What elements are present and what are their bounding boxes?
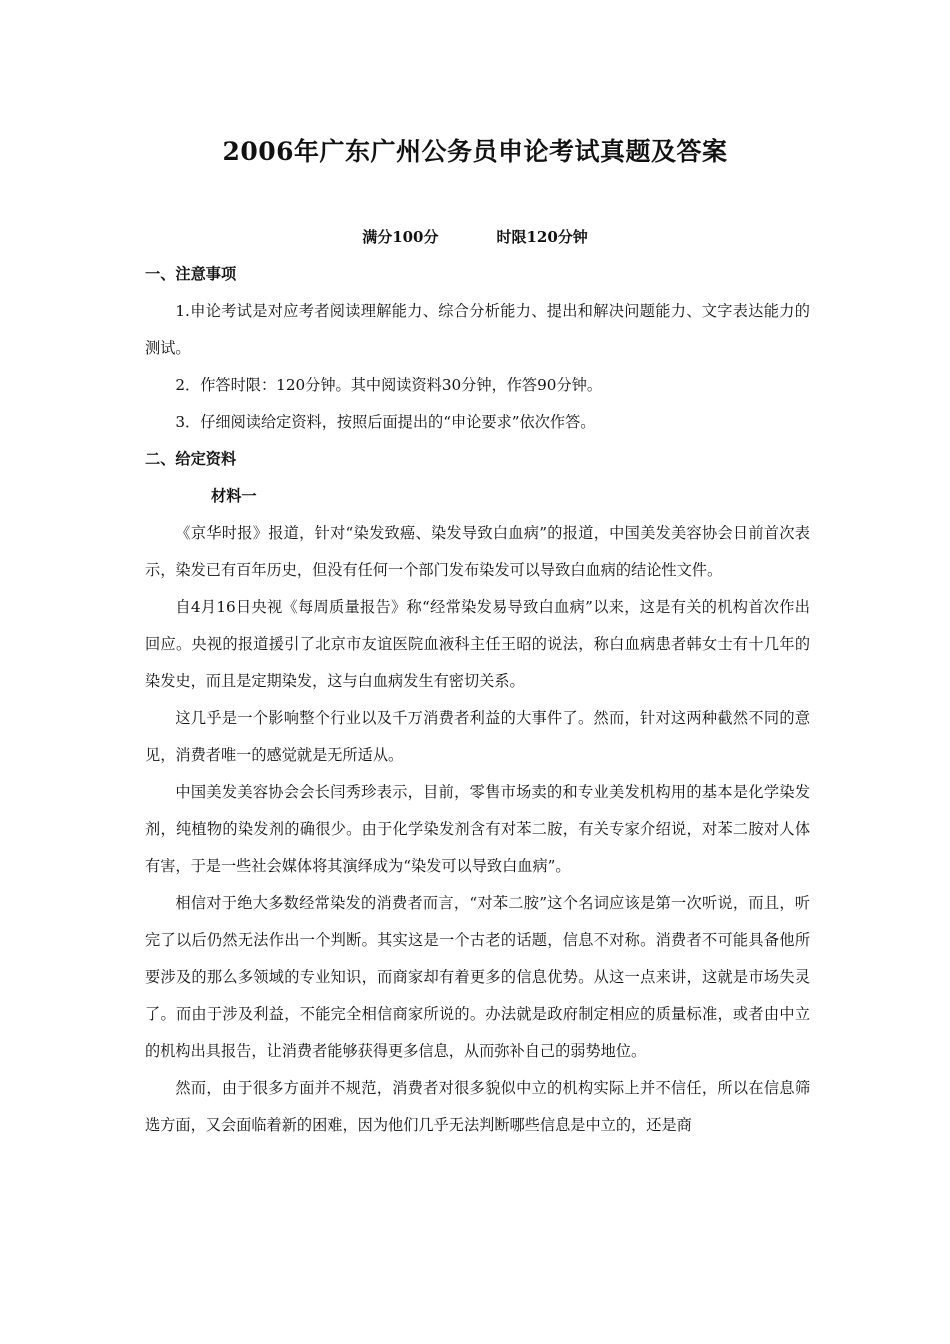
- score-label: 满分100分: [362, 228, 439, 246]
- note-item: 3．仔细阅读给定资料，按照后面提出的“申论要求”依次作答。: [175, 413, 596, 431]
- exam-meta: [0, 226, 950, 247]
- material-paragraph: 中国美发美容协会会长闫秀珍表示，目前，零售市场卖的和专业美发机构用的基本是化学染发剂，纯植物的染发剂的确很少。由于化学染发剂含有对苯二胺，有关专家介绍说，对苯二胺对人体有害，于是一些社会媒体将其演绎成为“染发可以导致白血病”。: [145, 783, 810, 875]
- material-label: 材料一: [211, 487, 257, 505]
- document-title: 2006年广东广州公务员申论考试真题及答案: [222, 137, 728, 166]
- note-item: 1.申论考试是对应考者阅读理解能力、综合分析能力、提出和解决问题能力、文字表达能力的测试。: [145, 302, 810, 357]
- section-heading-materials: 二、给定资料: [145, 450, 237, 468]
- material-paragraph: 这几乎是一个影响整个行业以及千万消费者利益的大事件了。然而，针对这两种截然不同的意见，消费者唯一的感觉就是无所适从。: [145, 709, 810, 764]
- section-heading-notes: 一、注意事项: [145, 265, 237, 283]
- time-limit-label: 时限120分钟: [496, 228, 588, 246]
- material-paragraph: 《京华时报》报道，针对“染发致癌、染发导致白血病”的报道，中国美发美容协会日前首次表示，染发已有百年历史，但没有任何一个部门发布染发可以导致白血病的结论性文件。: [145, 524, 810, 579]
- material-paragraph: 自4月16日央视《每周质量报告》称“经常染发易导致白血病”以来，这是有关的机构首次作出回应。央视的报道援引了北京市友谊医院血液科主任王昭的说法，称白血病患者韩女士有十几年的染发史，而且是定期染发，这与白血病发生有密切关系。: [145, 598, 810, 690]
- material-paragraph: 然而，由于很多方面并不规范，消费者对很多貌似中立的机构实际上并不信任，所以在信息筛选方面，又会面临着新的困难，因为他们几乎无法判断哪些信息是中立的，还是商: [145, 1079, 810, 1134]
- material-paragraph: 相信对于绝大多数经常染发的消费者而言，“对苯二胺”这个名词应该是第一次听说，而且，听完了以后仍然无法作出一个判断。其实这是一个古老的话题，信息不对称。消费者不可能具备他所要涉及的那么多领域的专业知识，而商家却有着更多的信息优势。从这一点来讲，这就是市场失灵了。而由于涉及利益，不能完全相信商家所说的。办法就是政府制定相应的质量标准，或者由中立的机构出具报告，让消费者能够获得更多信息，从而弥补自己的弱势地位。: [145, 894, 810, 1060]
- note-item: 2．作答时限：120分钟。其中阅读资料30分钟，作答90分钟。: [175, 376, 603, 394]
- document-body: [145, 256, 810, 1144]
